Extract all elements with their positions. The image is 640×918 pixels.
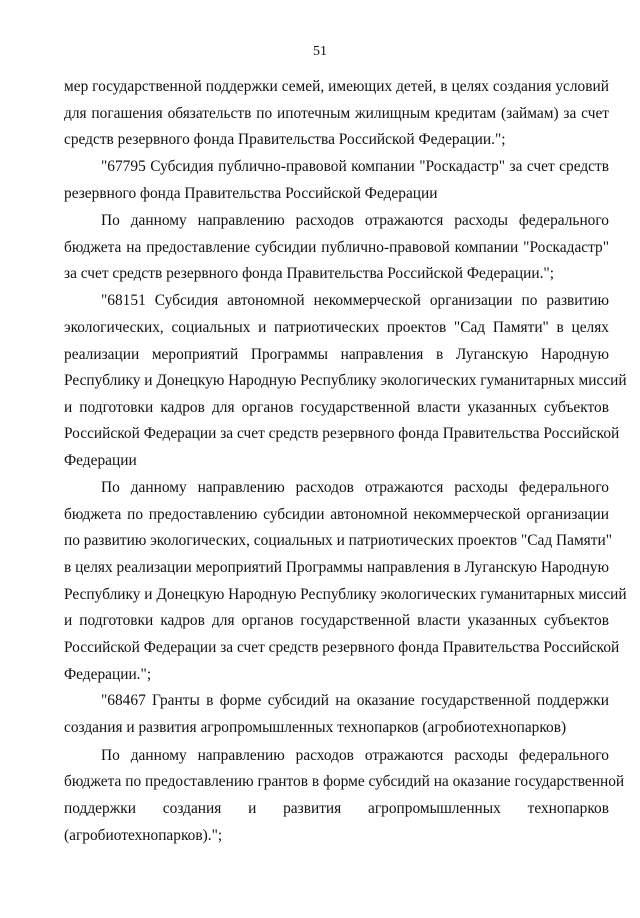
text-line: По данному направлению расходов отражаются расходы федерального (101, 747, 609, 764)
text-line: средств резервного фонда Правительства Российской Федерации."; (64, 131, 506, 148)
text-line: за счет средств резервного фонда Правительства Российской Федерации."; (64, 265, 554, 282)
text-line: "67795 Субсидия публично-правовой компании "Роскадастр" за счет средств (101, 158, 609, 175)
text-line: для погашения обязательств по ипотечным жилищным кредитам (займам) за счет (64, 105, 609, 122)
text-line: "68151 Субсидия автономной некоммерческой организации по развитию (101, 292, 609, 309)
text-line: в целях реализации мероприятий Программы направления в Луганскую Народную (64, 559, 609, 576)
text-line: по развитию экологических, социальных и патриотических проектов "Сад Памяти" (64, 532, 613, 549)
text-line: бюджета на предоставление субсидии публично-правовой компании "Роскадастр" (64, 239, 609, 256)
text-line: Федерации (64, 452, 137, 469)
text-line: "68467 Гранты в форме субсидий на оказание государственной поддержки (101, 692, 609, 709)
text-line: По данному направлению расходов отражаются расходы федерального (101, 479, 609, 496)
text-line: Республику и Донецкую Народную Республику экологических гуманитарных миссий (64, 586, 627, 603)
text-line: Федерации."; (64, 666, 152, 683)
text-line: реализации мероприятий Программы направления в Луганскую Народную (64, 346, 609, 363)
text-line: Российской Федерации за счет средств резервного фонда Правительства Российской (64, 639, 620, 656)
text-line: мер государственной поддержки семей, имеющих детей, в целях создания условий (64, 78, 609, 95)
text-line: и подготовки кадров для органов государственной власти указанных субъектов (64, 399, 609, 416)
text-line: (агробиотехнопарков)."; (64, 827, 223, 844)
text-line: и подготовки кадров для органов государственной власти указанных субъектов (64, 612, 609, 629)
text-line: бюджета по предоставлению субсидии автономной некоммерческой организации (64, 506, 609, 523)
text-line: экологических, социальных и патриотических проектов "Сад Памяти" в целях (64, 319, 609, 336)
page-number: 51 (313, 44, 327, 59)
text-line: поддержки создания и развития агропромышленных технопарков (64, 800, 609, 817)
text-line: создания и развития агропромышленных технопарков (агробиотехнопарков) (64, 719, 567, 736)
text-line: По данному направлению расходов отражаются расходы федерального (101, 212, 609, 229)
text-line: резервного фонда Правительства Российской Федерации (64, 185, 438, 202)
text-line: Республику и Донецкую Народную Республику экологических гуманитарных миссий (64, 372, 627, 389)
text-line: Российской Федерации за счет средств резервного фонда Правительства Российской (64, 425, 620, 442)
text-line: бюджета по предоставлению грантов в форме субсидий на оказание государственной (64, 773, 625, 790)
